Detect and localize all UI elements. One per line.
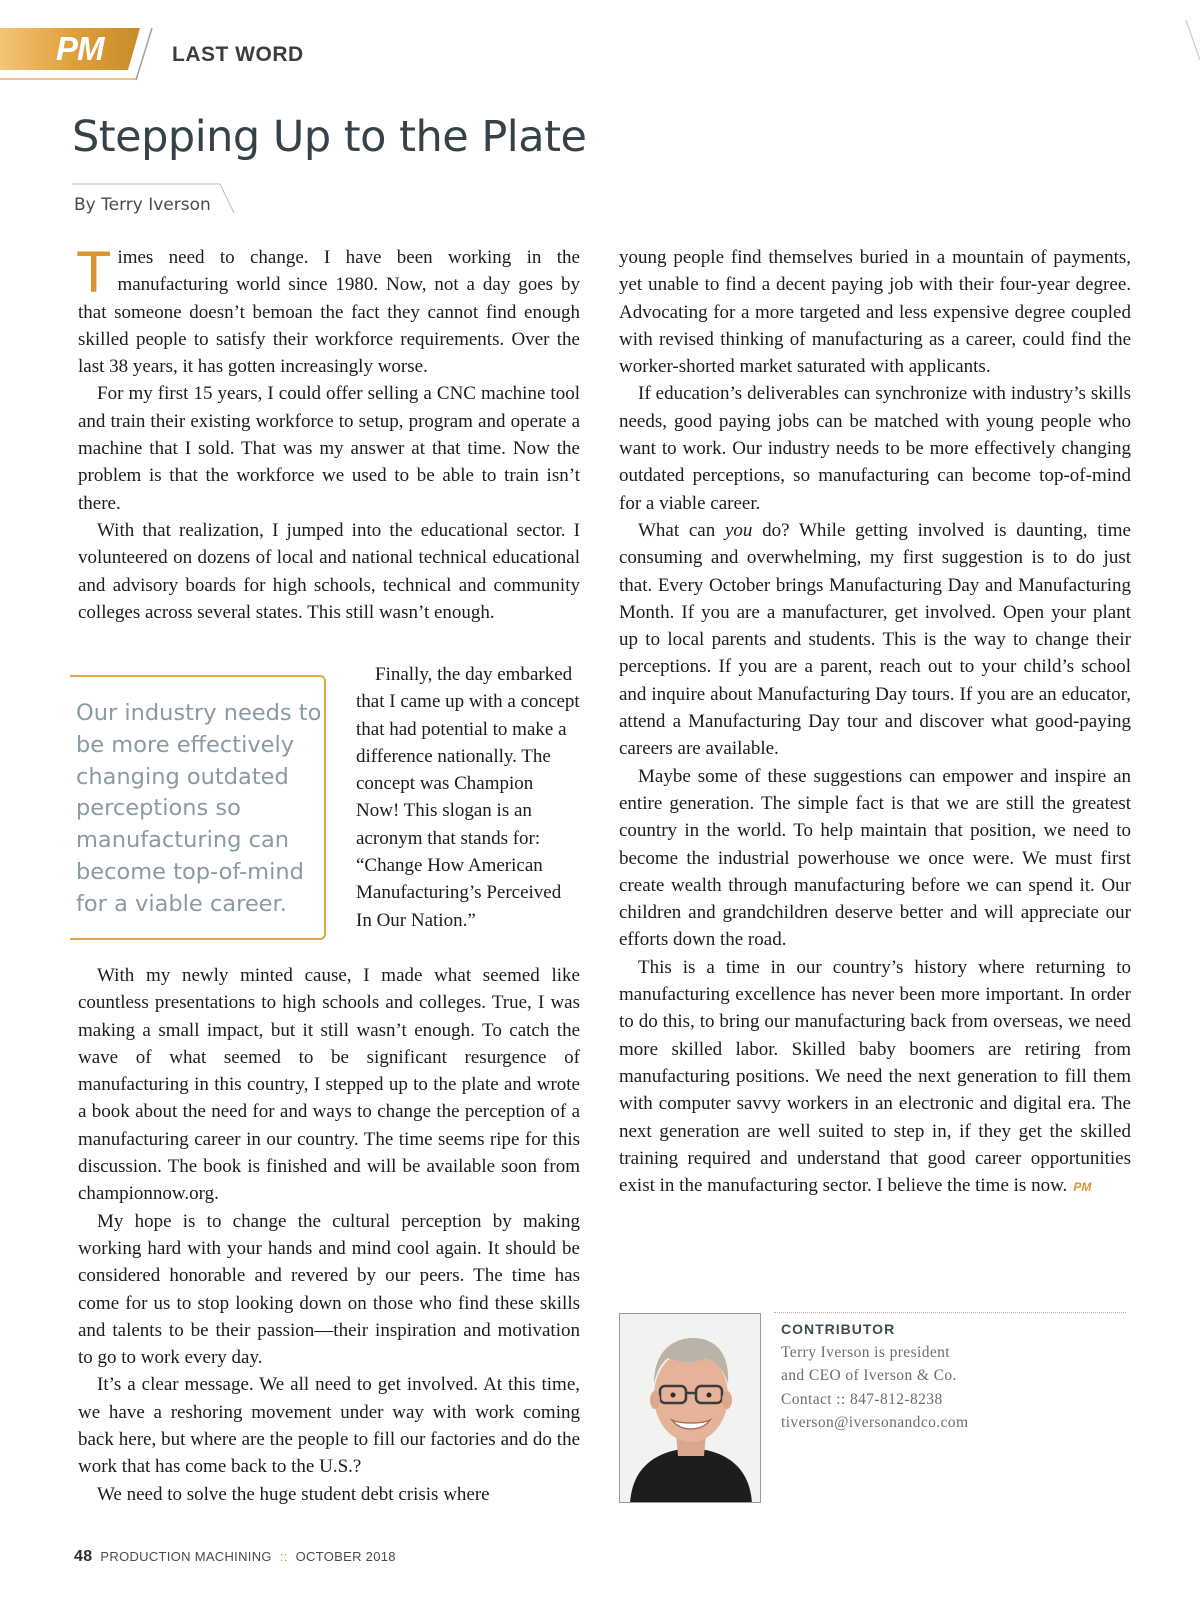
paragraph: Finally, the day embarked that I came up with a concept that had potential to make a difference nationally. The concept was Champion Now! This slogan is an acronym that stands for: “Change How American Manufacturing’s Perceived In Our Nation.”: [356, 664, 580, 931]
contributor-label: CONTRIBUTOR: [781, 1321, 896, 1337]
drop-cap: T: [76, 240, 112, 305]
contributor-bio: [781, 1341, 1121, 1435]
article-title: Stepping Up to the Plate: [72, 112, 587, 162]
paragraph: [76, 240, 580, 380]
contributor-line: and CEO of Iverson & Co.: [781, 1367, 957, 1385]
end-mark: PM: [1073, 1180, 1092, 1195]
paragraph: With my newly minted cause, I made what seemed like countless presentations to high schools and colleges. True, I was making a small impact, but it still wasn’t enough. To catch the wave of what seemed to be significant resurgence of manufacturing in this country, I stepped up to the plate and wrote a book about the need for and ways to change the perception of a manufacturing career in our country. The time seems ripe for this discussion. The book is finished and will be available soon from championnow.org.: [78, 965, 580, 1205]
page-footer: [74, 1548, 396, 1566]
paragraph-text: What can: [638, 519, 725, 541]
paragraph: If education’s deliverables can synchronize with industry’s skills needs, good paying jobs can be matched with young people who want to work. Our industry needs to be more effectively changing outdated perceptions, so manufacturing can become top-of-mind for a viable career.: [619, 383, 1131, 514]
paragraph: young people find themselves buried in a mountain of payments, yet unable to find a decent paying job with their four-year degree. Advocating for a more targeted and less expensive degree coupled with revised thinking of manufacturing as a career, could find the worker-shorted market saturated with applicants.: [619, 247, 1131, 378]
emphasis: you: [724, 519, 753, 541]
footer-separator: ::: [279, 1549, 288, 1564]
contributor-photo: [619, 1313, 761, 1503]
paragraph: [619, 954, 1131, 1202]
paragraph: Maybe some of these suggestions can empower and inspire an entire generation. The simple fact is that we are still the greatest country in the world. To help maintain that position, we need to become the industrial powerhouse we once were. We must first create wealth through manufacturing before we can spend it. Our children and grandchildren deserve better and will appreciate our efforts down the road.: [619, 765, 1131, 951]
page-header: [0, 0, 1200, 82]
pm-logo: PM: [56, 30, 104, 67]
left-column-bottom: [78, 962, 580, 1508]
section-label: LAST WORD: [172, 43, 304, 66]
paragraph: We need to solve the huge student debt crisis where: [97, 1483, 490, 1505]
publication-name: PRODUCTION MACHINING: [100, 1549, 272, 1564]
contributor-line: Terry Iverson is president: [781, 1344, 951, 1361]
issue-date: OCTOBER 2018: [295, 1549, 396, 1564]
portrait-illustration: [620, 1314, 761, 1503]
page-number: 48: [74, 1548, 93, 1565]
paragraph: My hope is to change the cultural perception by making working hard with your hands and mind cool again. It should be considered honorable and revered by our peers. The time has come for us to stop looking down on those who find these skills and talents to be their passion—their inspiration and motivation to go to work every day.: [78, 1210, 580, 1369]
contributor-email: tiverson@iversonandco.com: [781, 1414, 969, 1432]
paragraph: For my first 15 years, I could offer selling a CNC machine tool and train their existing workforce to setup, program and operate a machine that I sold. That was my answer at that time. Now the problem is that the workforce we used to be able to train isn’t there.: [78, 383, 580, 514]
contributor-divider: [774, 1312, 1126, 1313]
paragraph: It’s a clear message. We all need to get involved. At this time, we have a reshoring movement under way with work coming back here, but where are the people to fill our factories and do the work that has come back to the U.S.?: [78, 1374, 580, 1478]
paragraph-text: do? While getting involved is daunting, time consuming and overwhelming, my first suggestion is to do just that. Every October brings Manufacturing Day and Manufacturing Month. If you are a manufacturer, get involved. Open your plant up to local parents and students. This is the way to change their perceptions. If you are a parent, reach out to your child’s school and inquire about Manufacturing Day tours. If you are an educator, attend a Manufacturing Day tour and discover what good-paying careers are available.: [619, 519, 1131, 760]
narrow-column: [356, 661, 580, 934]
paragraph: With that realization, I jumped into the educational sector. I volunteered on dozens of local and national technical educational and advisory boards for high schools, technical and community colleges across several states. This still wasn’t enough.: [78, 519, 580, 623]
pullquote: Our industry needs to be more effectively changing outdated perceptions so manufacturing can become top-of-mind for a viable career.: [76, 700, 322, 917]
header-decoration: [0, 0, 1200, 82]
contributor-phone: Contact :: 847-812-8238: [781, 1390, 943, 1408]
byline: By Terry Iverson: [74, 195, 211, 215]
right-column: [619, 244, 1131, 1201]
paragraph: [619, 517, 1131, 763]
paragraph-text: This is a time in our country’s history where returning to manufacturing excellence has never been more important. In order to do this, to bring our manufacturing back from overseas, we need more skilled labor. Skilled baby boomers are retiring from manufacturing positions. We need the next generation to fill them with computer savvy workers in an electronic and digital era. The next generation are well suited to step in, if they get the skilled training required and understand that good career opportunities exist in the manufacturing sector. I believe the time is now.: [619, 956, 1131, 1197]
left-column-top: [76, 240, 580, 626]
paragraph-text: imes need to change. I have been working in the manufacturing world since 1980. Now, not a day goes by that someone doesn’t bemoan the fact they cannot find enough skilled people to satisfy their workforce requirements. Over the last 38 years, it has gotten increasingly worse.: [78, 247, 580, 378]
